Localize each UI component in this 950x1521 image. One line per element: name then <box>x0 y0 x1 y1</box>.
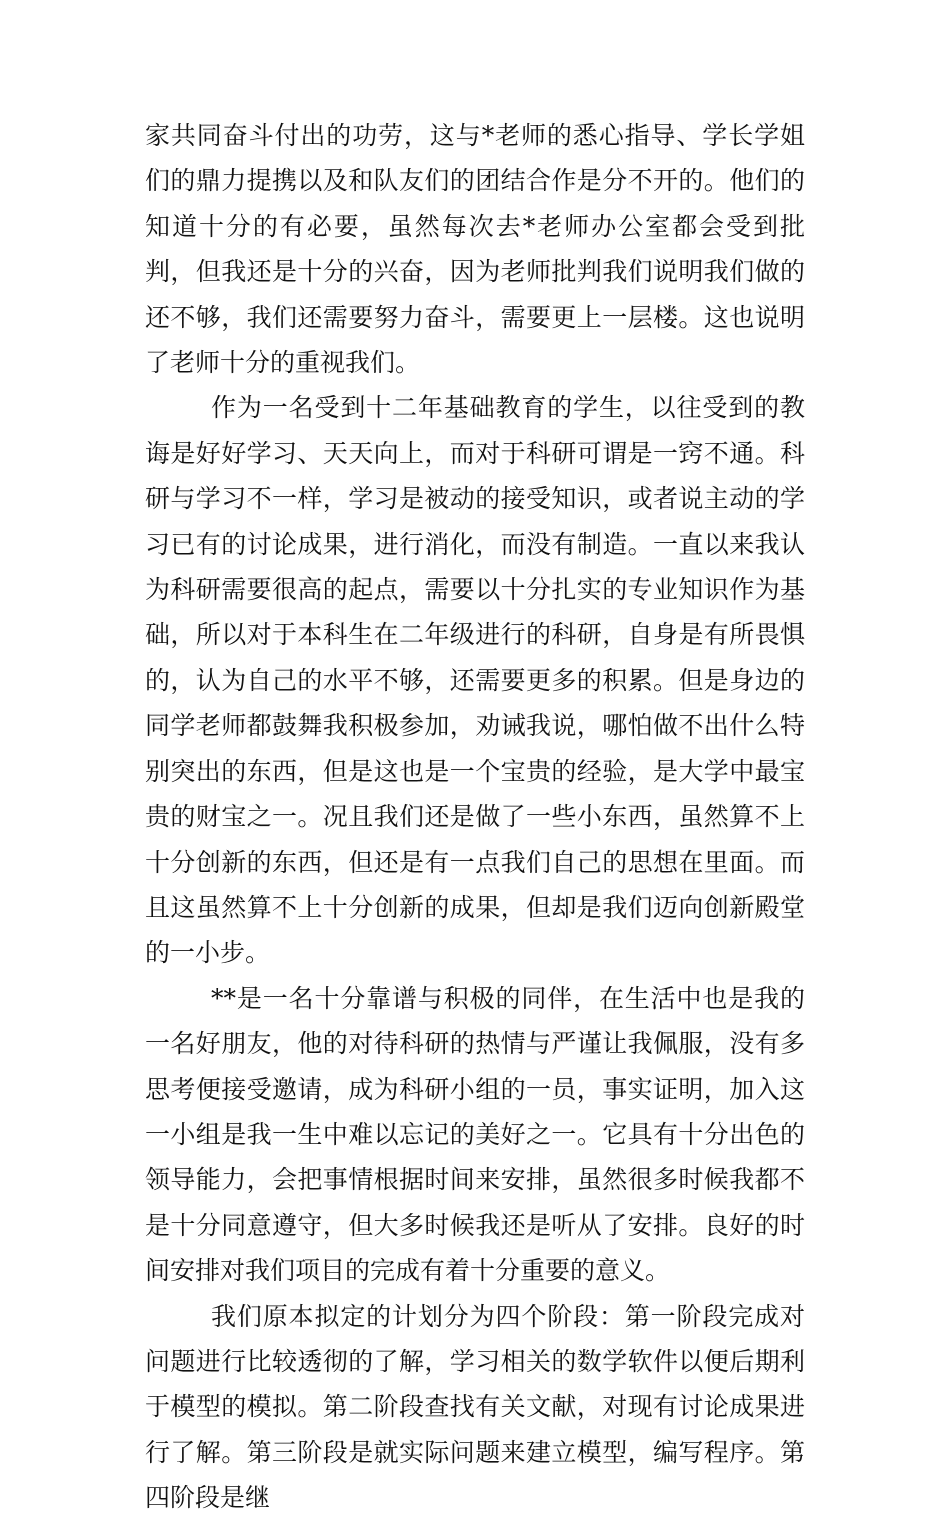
paragraph-1: 家共同奋斗付出的功劳，这与*老师的悉心指导、学长学姐们的鼎力提携以及和队友们的团结合作是分不开的。他们的知道十分的有必要，虽然每次去*老师办公室都会受到批判，但我还是十分的兴奋，因为老师批判我们说明我们做的还不够，我们还需要努力奋斗，需要更上一层楼。这也说明了老师十分的重视我们。 <box>145 121 805 378</box>
paragraph-4: 我们原本拟定的计划分为四个阶段：第一阶段完成对问题进行比较透彻的了解，学习相关的数学软件以便后期利于模型的模拟。第二阶段查找有关文献，对现有讨论成果进行了解。第三阶段是就实际问题来建立模型，编写程序。第四阶段是继 <box>145 1301 805 1513</box>
paragraph-2: 作为一名受到十二年基础教育的学生，以往受到的教诲是好好学习、天天向上，而对于科研可谓是一窍不通。科研与学习不一样，学习是被动的接受知识，或者说主动的学习已有的讨论成果，进行消化，而没有制造。一直以来我认为科研需要很高的起点，需要以十分扎实的专业知识作为基础，所以对于本科生在二年级进行的科研，自身是有所畏惧的，认为自己的水平不够，还需要更多的积累。但是身边的同学老师都鼓舞我积极参加，劝诫我说，哪怕做不出什么特别突出的东西，但是这也是一个宝贵的经验，是大学中最宝贵的财宝之一。况且我们还是做了一些小东西，虽然算不上十分创新的东西，但还是有一点我们自己的思想在里面。而且这虽然算不上十分创新的成果，但却是我们迈向创新殿堂的一小步。 <box>145 393 805 968</box>
document-page <box>145 113 805 1521</box>
paragraph-3: **是一名十分靠谱与积极的同伴，在生活中也是我的一名好朋友，他的对待科研的热情与严谨让我佩服，没有多思考便接受邀请，成为科研小组的一员，事实证明，加入这一小组是我一生中难以忘记的美好之一。它具有十分出色的领导能力，会把事情根据时间来安排，虽然很多时候我都不是十分同意遵守，但大多时候我还是听从了安排。良好的时间安排对我们项目的完成有着十分重要的意义。 <box>145 983 805 1286</box>
